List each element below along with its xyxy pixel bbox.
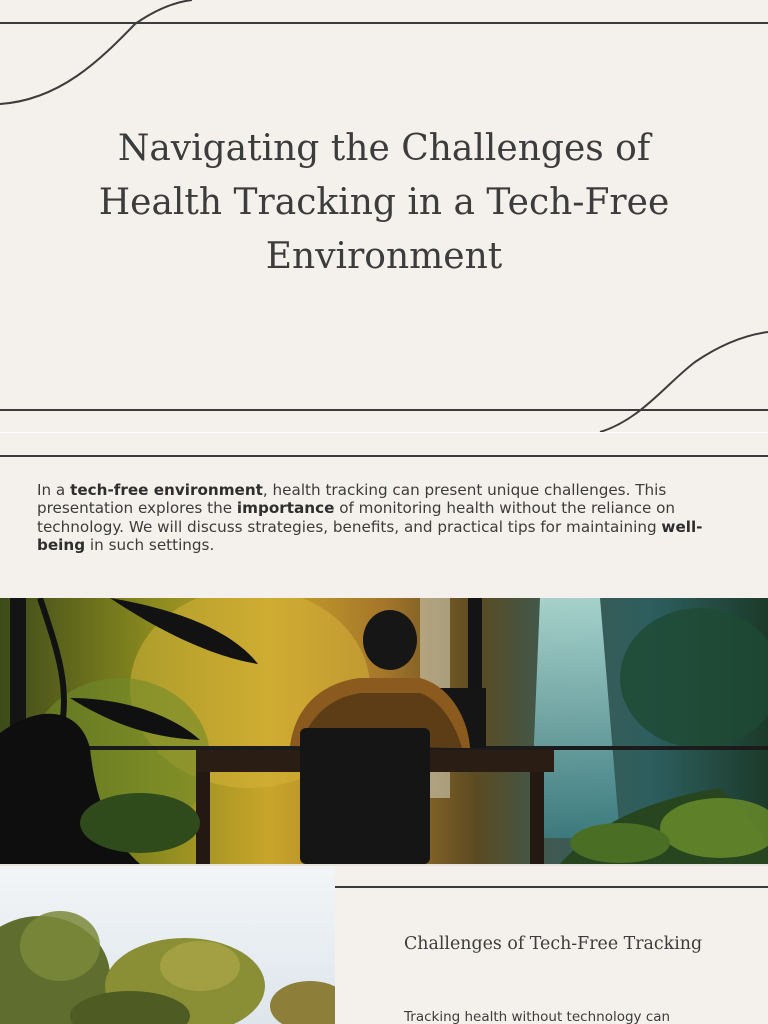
section-body: Tracking health without technology can [404, 1009, 671, 1024]
page-title: Navigating the Challenges of Health Tracking in a Tech-Free Environment [98, 128, 670, 277]
intro-text: of monitoring health without the reliance on technology. We will discuss strategies, benefits, and practical tips for maintaining [37, 499, 676, 536]
intro-paragraph [37, 481, 727, 555]
intro-emphasis: well-being [37, 517, 703, 555]
intro-emphasis: tech-free environment [70, 481, 263, 499]
intro-text: in such settings. [85, 536, 215, 555]
title-slide [0, 0, 768, 432]
top-rule [0, 22, 768, 24]
slide-separator [0, 432, 768, 433]
top-left-curve [0, 0, 192, 104]
bottom-right-curve [600, 332, 768, 432]
intro-slide [0, 436, 768, 864]
intro-text: In a [37, 481, 71, 499]
challenges-slide [0, 866, 768, 1024]
intro-text: , health tracking can present unique challenges. This presentation explores the [37, 481, 667, 518]
person-at-desk-waterfall-photo [0, 598, 768, 864]
intro-top-rule [0, 455, 768, 457]
section-title: Challenges of Tech-Free Tracking [404, 934, 703, 954]
intro-emphasis: importance [236, 499, 335, 518]
bottom-rule [0, 409, 768, 411]
trees-sky-photo [0, 866, 335, 1024]
